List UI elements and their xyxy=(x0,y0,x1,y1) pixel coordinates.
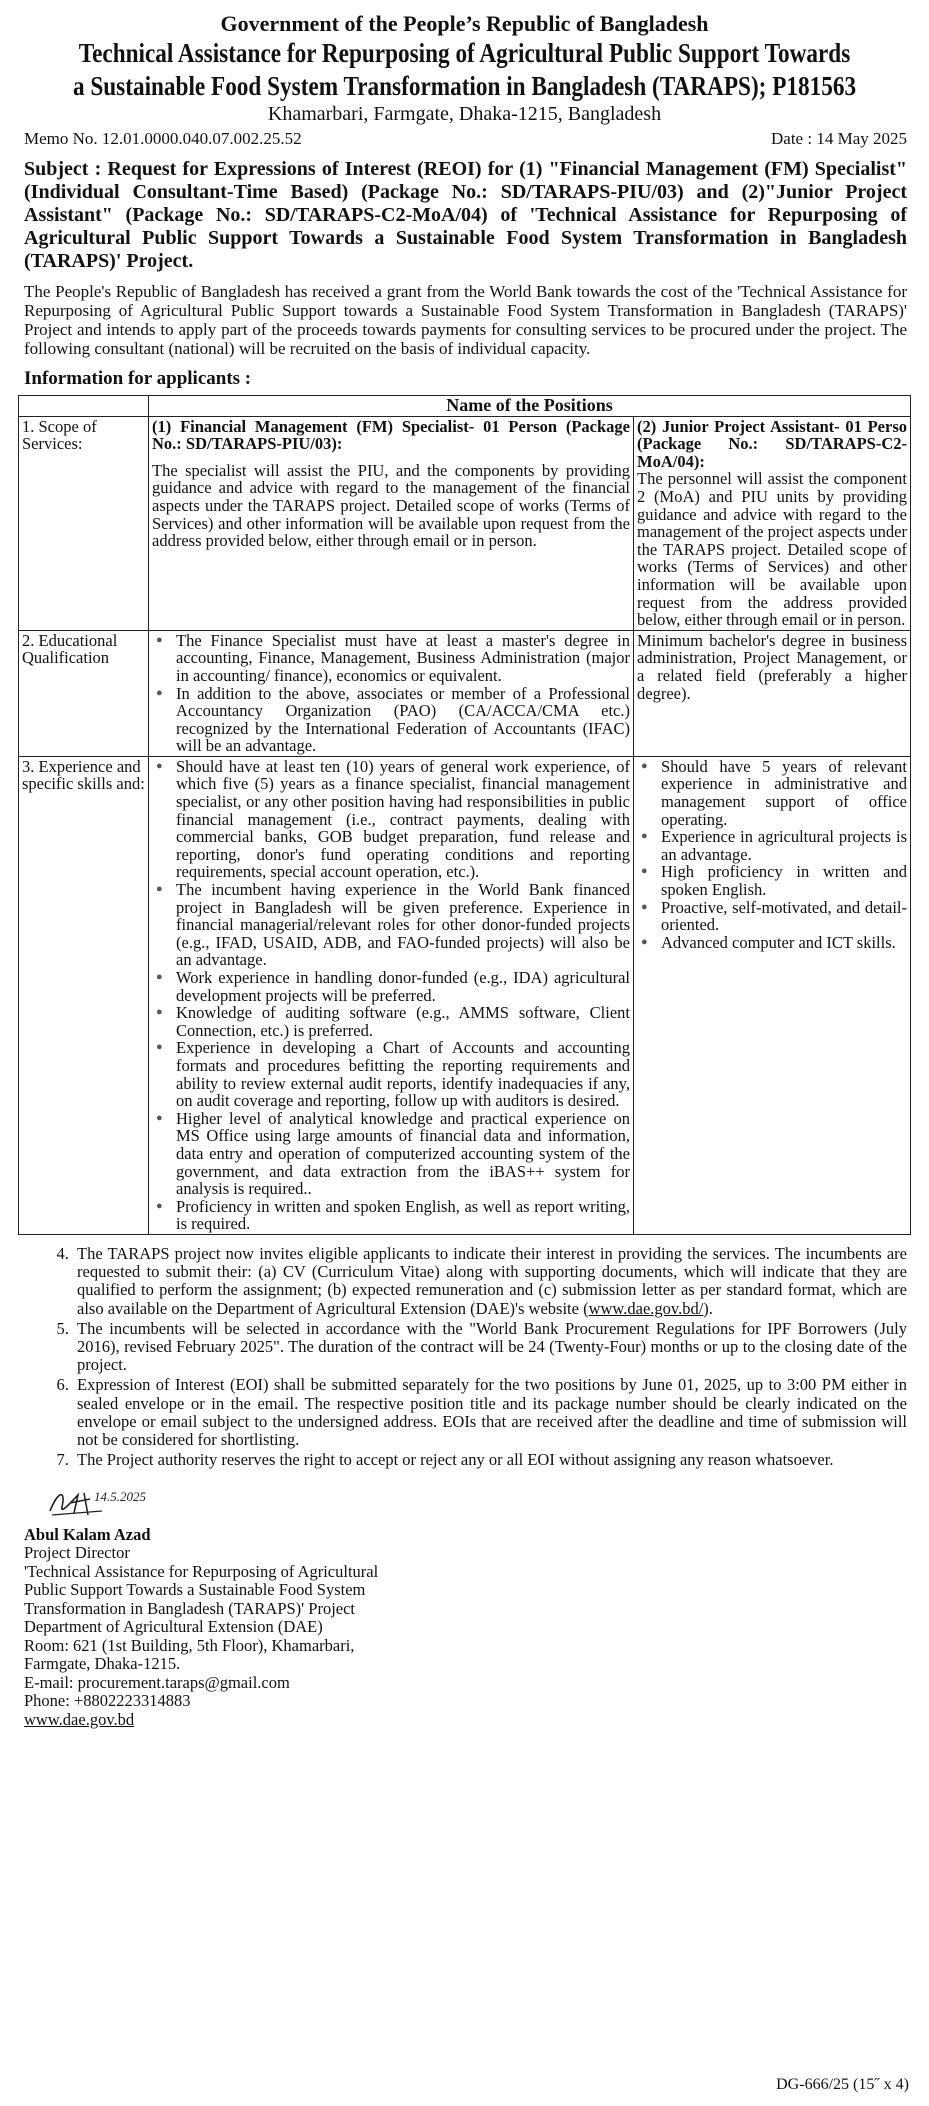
memo-row xyxy=(18,129,911,149)
list-item: ● Proficiency in written and spoken English, as well as report writing, is required. xyxy=(176,1198,630,1233)
table-header-row xyxy=(19,396,911,417)
row-label-experience: 3. Experience and specific skills and: xyxy=(19,756,149,1234)
fm-education-list xyxy=(152,632,630,755)
list-item: ● Knowledge of auditing software (e.g., AMMS software, Client Connection, etc.) is preferred. xyxy=(176,1004,630,1039)
note-7: 7. The Project authority reserves the right to accept or reject any or all EOI without assigning any reason whatsoever. xyxy=(73,1451,907,1469)
government-heading: Government of the People’s Republic of Bangladesh xyxy=(220,11,709,36)
jpa-experience-list xyxy=(637,758,907,952)
fm-position-title: (1) Financial Management (FM) Specialist- 01 Person (Package No.: SD/TARAPS-PIU/03): xyxy=(152,416,630,454)
row-label-education: 2. Educational Qualification xyxy=(19,630,149,756)
list-item: ● Experience in agricultural projects is an advantage. xyxy=(661,828,907,863)
signatory-line: 'Technical Assistance for Repurposing of Agricultural xyxy=(24,1561,379,1581)
table-header: Name of the Positions xyxy=(149,396,911,417)
row-label-scope: 1. Scope of Services: xyxy=(19,416,149,630)
jpa-position-title: (2) Junior Project Assistant- 01 Perso (Package No.: SD/TARAPS-C2-MoA/04): xyxy=(637,416,907,471)
signatory-phone: Phone: +8802223314883 xyxy=(24,1691,191,1711)
project-title-line-1: Technical Assistance for Repurposing of Agricultural Public Support Towards xyxy=(78,38,851,68)
fm-education-cell xyxy=(149,630,634,756)
fm-experience-list xyxy=(152,758,630,1233)
signatory-name: Abul Kalam Azad xyxy=(24,1524,151,1544)
signatory-line: Project Director xyxy=(24,1543,130,1563)
table-row-education xyxy=(19,630,911,756)
jpa-scope-text: The personnel will assist the component 2 (MoA) and PIU units by providing guidance and advice with regard to the management of the project aspects under the TARAPS project. Detailed scope of works (Terms of Services) and other information will be available upon request from the address provided below, either through email or in person. xyxy=(637,469,907,630)
memo-number: Memo No. 12.01.0000.040.07.002.25.52 xyxy=(24,129,302,148)
list-item: ● Higher level of analytical knowledge and practical experience on MS Office using large amounts of financial data and information, data entry and operation of computerized accounting system of the government, and data extraction from the iBAS++ system for analysis is required.. xyxy=(176,1110,630,1198)
project-title xyxy=(20,37,908,103)
signatory-line: Farmgate, Dhaka-1215. xyxy=(24,1654,181,1674)
signatory-line: Transformation in Bangladesh (TARAPS)' Project xyxy=(24,1598,356,1618)
dae-website-link[interactable]: www.dae.gov.bd/ xyxy=(588,1298,704,1318)
note-4-end: ). xyxy=(703,1298,713,1318)
note-6: 6. Expression of Interest (EOI) shall be submitted separately for the two positions by June 01, 2025, up to 3:00 PM either in sealed envelope or in the email. The respective position title and its package number should be clearly indicated on the envelope or email subject to the undersigned address. EOIs that are received after the deadline and time of submission will not be considered for shortlisting. xyxy=(73,1376,907,1449)
fm-experience-cell xyxy=(149,756,634,1234)
project-title-line-2: a Sustainable Food System Transformation in Bangladesh (TARAPS); P181563 xyxy=(72,71,857,101)
list-item: ● The incumbent having experience in the World Bank financed project in Bangladesh will be given preference. Experience in financial managerial/relevant roles for other donor-funded projects (e.g., IFAD, USAID, ADB, and FAO-funded projects) will also be an advantage. xyxy=(176,881,630,969)
list-item: ● In addition to the above, associates or member of a Professional Accountancy Organization (PAO) (CA/ACCA/CMA etc.) recognized by the International Federation of Accountants (IFAC) will be an advantage. xyxy=(176,685,630,755)
list-item: ● High proficiency in written and spoken English. xyxy=(661,863,907,898)
list-item: ● The Finance Specialist must have at least a master's degree in accounting, Finance, Management, Business Administration (major in accounting/ finance), economics or equivalent. xyxy=(176,632,630,685)
list-item: ● Advanced computer and ICT skills. xyxy=(661,934,907,952)
subject-line: Subject : Request for Expressions of Interest (REOI) for (1) "Financial Management (FM) Specialist" (Individual Consultant-Time Based) (Package No.: SD/TARAPS-PIU/03) and (2)"Junior Project Assistant" (Package No.: SD/TARAPS-C2-MoA/04) of 'Technical Assistance for Repurposing of Agricultural Public Support Towards a Sustainable Food System Transformation in Bangladesh (TARAPS)' Project. xyxy=(24,158,907,272)
list-item: ● Should have 5 years of relevant experience in administrative and management support of office operating. xyxy=(661,758,907,828)
dg-code: DG-666/25 (15˝ x 4) xyxy=(776,2076,909,2093)
list-item: ● Experience in developing a Chart of Accounts and accounting formats and procedures befitting the reporting requirements and ability to review external audit reports, identify inadequacies if any, on audit coverage and reporting, follow up with auditors is desired. xyxy=(176,1039,630,1109)
note-4 xyxy=(73,1245,907,1318)
fm-scope-text: The specialist will assist the PIU, and the components by providing guidance and advice with regard to the management of the financial aspects under the TARAPS project. Detailed scope of works (Terms of Services) and other information will be available upon request from the address provided below, either through email or in person. xyxy=(152,460,630,551)
fm-scope-cell xyxy=(149,416,634,630)
signatory-line: Room: 621 (1st Building, 5th Floor), Khamarbari, xyxy=(24,1635,355,1655)
list-item: ● Proactive, self-motivated, and detail-oriented. xyxy=(661,899,907,934)
positions-table xyxy=(18,395,911,1235)
note-5: 5. The incumbents will be selected in accordance with the "World Bank Procurement Regulations for IPF Borrowers (July 2016), revised February 2025". The duration of the contract will be 24 (Twenty-Four) months or up to the closing date of the project. xyxy=(73,1320,907,1375)
jpa-education-cell: Minimum bachelor's degree in business administration, Project Management, or a related field (preferably a higher degree). xyxy=(634,630,911,756)
signatory-line: Department of Agricultural Extension (DAE) xyxy=(24,1617,323,1637)
note-4-text: The TARAPS project now invites eligible applicants to indicate their interest in providing the services. The incumbents are requested to submit their: (a) CV (Curriculum Vitae) along with supporting documents, which will indicate that they are qualified to perform the assignment; (b) expected remuneration and (c) submission letter as per standard format, which are also available on the Department of Agricultural Extension (DAE)'s website ( xyxy=(77,1243,907,1318)
signatory-line: Public Support Towards a Sustainable Food System xyxy=(24,1580,366,1600)
memo-date: Date : 14 May 2025 xyxy=(771,129,907,148)
signature-image xyxy=(44,1481,154,1521)
table-row-scope xyxy=(19,416,911,630)
table-row-experience xyxy=(19,756,911,1234)
intro-paragraph: The People's Republic of Bangladesh has received a grant from the World Bank towards the cost of the 'Technical Assistance for Repurposing of Agricultural Public Support towards a Sustainable Food System Transformation in Bangladesh (TARAPS)' Project and intends to apply part of the proceeds towards payments for consulting services to be procured under the project. The following consultant (national) will be recruited on the basis of individual capacity. xyxy=(24,282,907,358)
signatory-website-link[interactable]: www.dae.gov.bd xyxy=(24,1709,135,1729)
table-header-blank xyxy=(19,396,149,417)
office-address: Khamarbari, Farmgate, Dhaka-1215, Bangladesh xyxy=(267,103,662,125)
list-item: ● Work experience in handling donor-funded (e.g., IDA) agricultural development projects will be preferred. xyxy=(176,969,630,1004)
notes-list xyxy=(18,1245,911,1469)
signatory-block xyxy=(18,1481,911,1729)
jpa-experience-cell xyxy=(634,756,911,1234)
list-item: ● Should have at least ten (10) years of general work experience, of which five (5) years as a finance specialist, financial management specialist, or any other position having had responsibilities in public financial management (i.e., contract payments, dealing with commercial banks, GOB budget preparation, fund release and reporting, donor's fund operating conditions and reporting requirements, special account operation, etc.). xyxy=(176,758,630,881)
info-heading: Information for applicants : xyxy=(24,368,252,389)
signature-date: 14.5.2025 xyxy=(94,1489,146,1505)
jpa-scope-cell xyxy=(634,416,911,630)
signatory-email: E-mail: procurement.taraps@gmail.com xyxy=(24,1672,290,1692)
